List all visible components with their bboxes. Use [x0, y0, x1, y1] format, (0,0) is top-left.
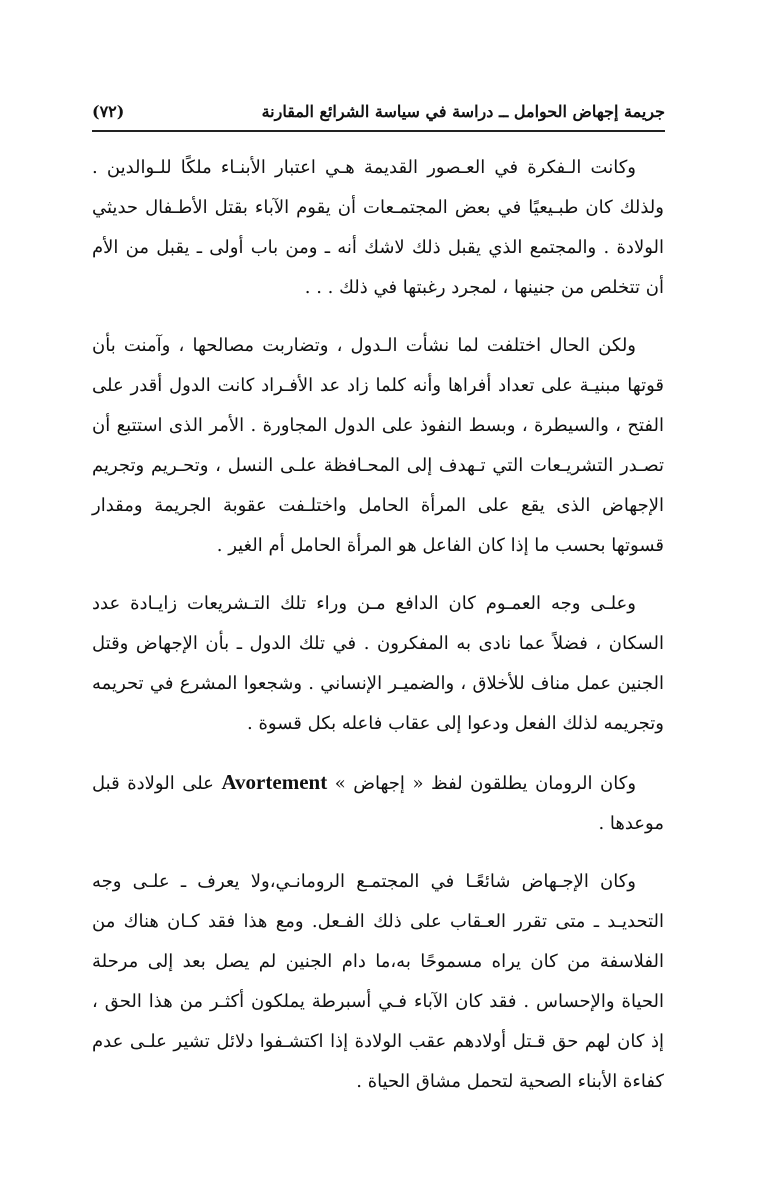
latin-term: Avortement	[221, 770, 328, 794]
paragraph-4-after: على الولادة قبل موعدها .	[92, 773, 664, 834]
page-number: (٧٢)	[92, 101, 125, 121]
body-text	[92, 148, 664, 1120]
running-header	[92, 96, 665, 126]
paragraph-4	[92, 762, 664, 844]
running-title: جريمة إجهاض الحوامل ــ دراسة في سياسة الشرائع المقارنة	[261, 101, 665, 121]
paragraph-1: وكانت الـفكرة في العـصور القديمة هـي اعتبار الأبنـاء ملكًا للـوالدين . ولذلك كان طبـيعيًا في بعض المجتمـعات أن يقوم الآباء بقتل الأطـفال حديثي الولادة . والمجتمع الذي يقبل ذلك لاشك أنه ـ ومن باب أولى ـ يقبل من الأم أن تتخلص من جنينها ، لمجرد رغبتها في ذلك . . .	[92, 157, 664, 298]
paragraph-5: وكان الإجـهاض شائعًـا في المجتمـع الرومانـي،ولا يعرف ـ علـى وجه التحديـد ـ متى تقرر العـقاب على ذلك الفـعل. ومع هذا فقد كـان هناك من الفلاسفة من كان يراه مسموحًا به،ما دام الجنين لم يصل بعد إلى مرحلة الحياة والإحساس . فقد كان الآباء فـي أسبرطة يملكون أكثـر من هذا الحق ، إذ كان لهم حق قـتل أولادهم عقب الولادة إذا اكتشـفوا دلائل تشير علـى عدم كفاءة الأبناء الصحية لتحمل مشاق الحياة .	[92, 871, 664, 1092]
paragraph-4-before: وكان الرومان يطلقون لفظ « إجهاض »	[327, 773, 637, 794]
paragraph-2: ولكن الحال اختلفت لما نشأت الـدول ، وتضاربت مصالحها ، وآمنت بأن قوتها مبنيـة على تعداد أفراها وأنه كلما زاد عد الأفـراد كانت الدول أقدر على الفتح ، والسيطرة ، وبسط النفوذ على الدول المجاورة . الأمر الذى استتبع أن تصـدر التشريـعات التي تـهدف إلى المحـافظة علـى النسل ، وتحـريم وتجريم الإجهاض الذى يقع على المرأة الحامل واختلـفت عقوبة الجريمة ومقدار قسوتها بحسب ما إذا كان الفاعل هو المرأة الحامل أم الغير .	[92, 335, 664, 556]
paragraph-3: وعلـى وجه العمـوم كان الدافع مـن وراء تلك التـشريعات زايـادة عدد السكان ، فضلاً عما نادى به المفكرون . في تلك الدول ـ بأن الإجهاض وقتل الجنين عمل مناف للأخلاق ، والضميـر الإنساني . وشجعوا المشرع في تحريمه وتجريمه لذلك الفعل ودعوا إلى عقاب فاعله بكل قسوة .	[92, 593, 664, 734]
header-rule	[92, 130, 665, 132]
